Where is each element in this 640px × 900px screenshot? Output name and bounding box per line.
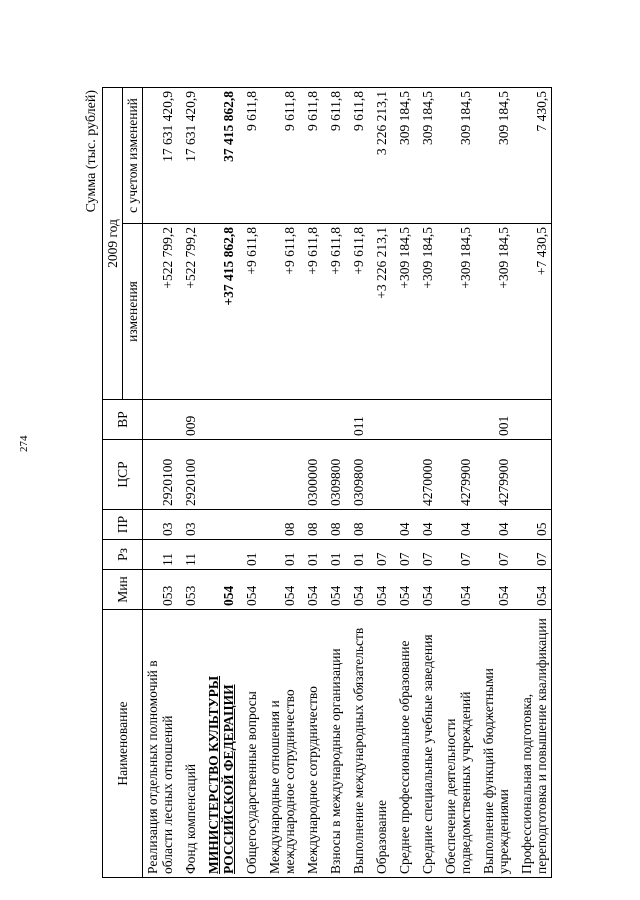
cell-rz: 07 bbox=[391, 540, 414, 570]
cell-csr: 0309800 bbox=[322, 440, 345, 510]
cell-vr bbox=[299, 400, 322, 440]
cell-csr: 0300000 bbox=[299, 440, 322, 510]
cell-pr: 08 bbox=[261, 510, 299, 540]
cell-min: 054 bbox=[437, 570, 475, 610]
cell-total: 309 184,5 bbox=[391, 88, 414, 224]
cell-pr: 08 bbox=[345, 510, 368, 540]
cell-total: 9 611,8 bbox=[299, 88, 322, 224]
cell-change: +3 226 213,1 bbox=[368, 224, 391, 400]
cell-total: 309 184,5 bbox=[414, 88, 437, 224]
table-row bbox=[238, 88, 261, 878]
cell-rz: 07 bbox=[513, 540, 552, 570]
cell-total: 309 184,5 bbox=[475, 88, 513, 224]
cell-csr: 2920100 bbox=[143, 440, 178, 510]
header-row-1 bbox=[103, 88, 123, 878]
cell-vr: 011 bbox=[345, 400, 368, 440]
cell-pr: 03 bbox=[143, 510, 178, 540]
cell-min: 054 bbox=[391, 570, 414, 610]
cell-name: Обеспечение деятельности подведомственных учреждений bbox=[437, 610, 475, 878]
cell-name: Реализация отдельных полномочий в области лесных отношений bbox=[143, 610, 178, 878]
header-csr: ЦСР bbox=[103, 440, 143, 510]
cell-csr bbox=[261, 440, 299, 510]
cell-total: 17 631 420,9 bbox=[143, 88, 178, 224]
budget-table bbox=[102, 87, 552, 878]
cell-min: 053 bbox=[143, 570, 178, 610]
cell-csr bbox=[200, 440, 238, 510]
cell-name: Общегосударственные вопросы bbox=[238, 610, 261, 878]
cell-total: 17 631 420,9 bbox=[177, 88, 200, 224]
cell-name: Выполнение функций бюджетными учреждениями bbox=[475, 610, 513, 878]
cell-total: 37 415 862,8 bbox=[200, 88, 238, 224]
page-number: 274 bbox=[18, 435, 30, 452]
header-with-changes: с учетом изменений bbox=[123, 88, 143, 224]
cell-change: +7 430,5 bbox=[513, 224, 552, 400]
cell-vr bbox=[322, 400, 345, 440]
table-row bbox=[299, 88, 322, 878]
cell-rz: 01 bbox=[322, 540, 345, 570]
header-changes: изменения bbox=[123, 224, 143, 400]
cell-name: Средние специальные учебные заведения bbox=[414, 610, 437, 878]
header-year: 2009 год bbox=[103, 88, 123, 400]
cell-vr: 001 bbox=[475, 400, 513, 440]
table-caption: Сумма (тыс. рублей) bbox=[84, 90, 99, 213]
cell-min: 053 bbox=[177, 570, 200, 610]
cell-rz: 01 bbox=[238, 540, 261, 570]
cell-csr: 4279900 bbox=[475, 440, 513, 510]
cell-name: Взносы в международные организации bbox=[322, 610, 345, 878]
cell-change: +309 184,5 bbox=[437, 224, 475, 400]
cell-total: 9 611,8 bbox=[238, 88, 261, 224]
cell-csr: 4270000 bbox=[414, 440, 437, 510]
cell-pr: 05 bbox=[513, 510, 552, 540]
cell-min: 054 bbox=[200, 570, 238, 610]
cell-csr bbox=[238, 440, 261, 510]
cell-pr: 08 bbox=[299, 510, 322, 540]
cell-vr bbox=[414, 400, 437, 440]
cell-vr bbox=[143, 400, 178, 440]
cell-rz: 11 bbox=[143, 540, 178, 570]
table-row bbox=[177, 88, 200, 878]
cell-csr bbox=[513, 440, 552, 510]
cell-min: 054 bbox=[475, 570, 513, 610]
cell-min: 054 bbox=[238, 570, 261, 610]
cell-change: +9 611,8 bbox=[238, 224, 261, 400]
cell-min: 054 bbox=[322, 570, 345, 610]
cell-csr: 2920100 bbox=[177, 440, 200, 510]
table-row bbox=[200, 88, 238, 878]
cell-pr: 04 bbox=[475, 510, 513, 540]
header-name: Наименование bbox=[103, 610, 143, 878]
table-row bbox=[322, 88, 345, 878]
cell-pr: 04 bbox=[391, 510, 414, 540]
cell-vr bbox=[261, 400, 299, 440]
cell-vr bbox=[238, 400, 261, 440]
cell-rz bbox=[200, 540, 238, 570]
header-vr: ВР bbox=[103, 400, 143, 440]
cell-csr: 0309800 bbox=[345, 440, 368, 510]
table-row bbox=[261, 88, 299, 878]
cell-pr: 08 bbox=[322, 510, 345, 540]
cell-csr bbox=[368, 440, 391, 510]
cell-vr: 009 bbox=[177, 400, 200, 440]
cell-name: Среднее профессиональное образование bbox=[391, 610, 414, 878]
cell-rz: 11 bbox=[177, 540, 200, 570]
table-row bbox=[437, 88, 475, 878]
header-rz: Рз bbox=[103, 540, 143, 570]
cell-name: Профессиональная подготовка, переподготовка и повышение квалификации bbox=[513, 610, 552, 878]
cell-total: 7 430,5 bbox=[513, 88, 552, 224]
cell-name: Фонд компенсаций bbox=[177, 610, 200, 878]
cell-name: МИНИСТЕРСТВО КУЛЬТУРЫ РОССИЙСКОЙ ФЕДЕРАЦИИ bbox=[200, 610, 238, 878]
cell-total: 9 611,8 bbox=[345, 88, 368, 224]
cell-rz: 01 bbox=[299, 540, 322, 570]
cell-min: 054 bbox=[513, 570, 552, 610]
cell-change: +309 184,5 bbox=[414, 224, 437, 400]
cell-name: Международные отношения и международное сотрудничество bbox=[261, 610, 299, 878]
cell-min: 054 bbox=[368, 570, 391, 610]
header-min: Мин bbox=[103, 570, 143, 610]
table-row bbox=[475, 88, 513, 878]
cell-rz: 07 bbox=[414, 540, 437, 570]
table-row bbox=[513, 88, 552, 878]
cell-pr bbox=[200, 510, 238, 540]
cell-change: +309 184,5 bbox=[391, 224, 414, 400]
cell-total: 9 611,8 bbox=[261, 88, 299, 224]
cell-name: Выполнение международных обязательств bbox=[345, 610, 368, 878]
cell-change: +9 611,8 bbox=[322, 224, 345, 400]
rotated-page-content bbox=[84, 88, 604, 878]
table-row bbox=[391, 88, 414, 878]
cell-rz: 01 bbox=[261, 540, 299, 570]
cell-vr bbox=[368, 400, 391, 440]
cell-change: +9 611,8 bbox=[299, 224, 322, 400]
cell-pr bbox=[238, 510, 261, 540]
cell-pr: 03 bbox=[177, 510, 200, 540]
cell-pr bbox=[368, 510, 391, 540]
cell-min: 054 bbox=[414, 570, 437, 610]
cell-vr bbox=[391, 400, 414, 440]
cell-name: Международное сотрудничество bbox=[299, 610, 322, 878]
cell-total: 9 611,8 bbox=[322, 88, 345, 224]
table-row bbox=[143, 88, 178, 878]
cell-min: 054 bbox=[345, 570, 368, 610]
cell-change: +309 184,5 bbox=[475, 224, 513, 400]
cell-vr bbox=[200, 400, 238, 440]
cell-pr: 04 bbox=[414, 510, 437, 540]
cell-change: +37 415 862,8 bbox=[200, 224, 238, 400]
table-row bbox=[414, 88, 437, 878]
cell-min: 054 bbox=[299, 570, 322, 610]
cell-name: Образование bbox=[368, 610, 391, 878]
cell-rz: 01 bbox=[345, 540, 368, 570]
header-pr: ПР bbox=[103, 510, 143, 540]
cell-change: +522 799,2 bbox=[177, 224, 200, 400]
cell-total: 3 226 213,1 bbox=[368, 88, 391, 224]
cell-rz: 07 bbox=[475, 540, 513, 570]
cell-change: +9 611,8 bbox=[261, 224, 299, 400]
cell-csr bbox=[391, 440, 414, 510]
cell-min: 054 bbox=[261, 570, 299, 610]
cell-vr bbox=[437, 400, 475, 440]
cell-pr: 04 bbox=[437, 510, 475, 540]
cell-total: 309 184,5 bbox=[437, 88, 475, 224]
cell-rz: 07 bbox=[437, 540, 475, 570]
cell-change: +522 799,2 bbox=[143, 224, 178, 400]
cell-csr: 4279900 bbox=[437, 440, 475, 510]
table-row bbox=[345, 88, 368, 878]
cell-change: +9 611,8 bbox=[345, 224, 368, 400]
cell-rz: 07 bbox=[368, 540, 391, 570]
cell-vr bbox=[513, 400, 552, 440]
table-row bbox=[368, 88, 391, 878]
